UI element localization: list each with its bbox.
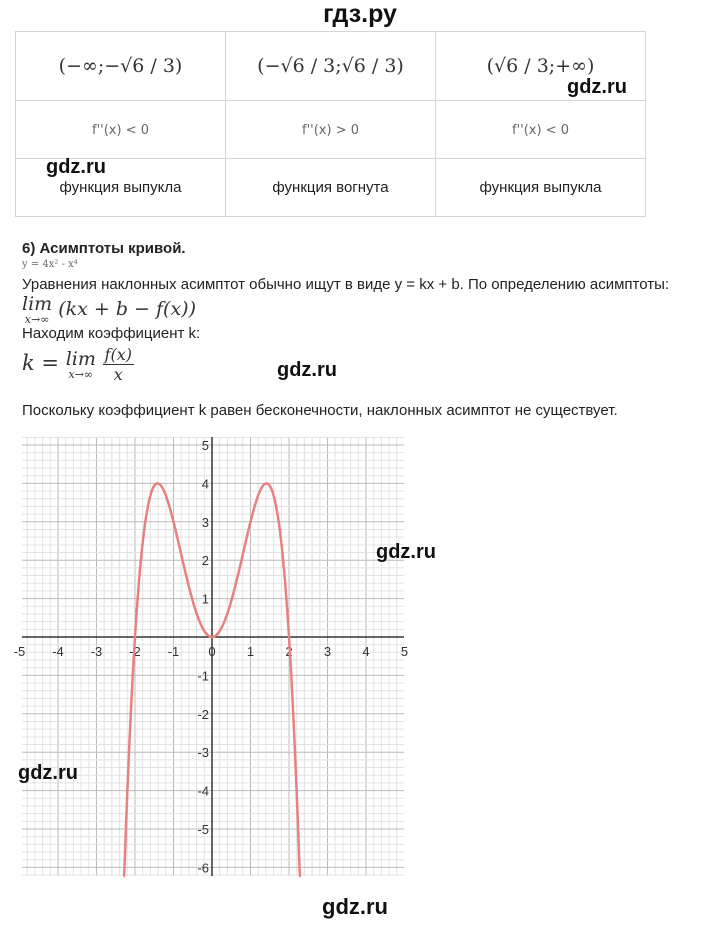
- y-tick-label: 1: [201, 591, 209, 607]
- x-tick-label: 2: [285, 644, 293, 659]
- sign-cell: f''(x) > 0: [302, 122, 359, 138]
- watermark: gdz.ru: [322, 894, 388, 919]
- x-tick-label: 0: [208, 644, 216, 659]
- limit-subscript: x→∞: [24, 313, 50, 326]
- x-tick-label: -3: [90, 644, 103, 659]
- site-title: гдз.ру: [323, 0, 397, 28]
- watermark: gdz.ru: [277, 359, 337, 381]
- y-tick-label: 2: [201, 553, 209, 569]
- sign-cell: f''(x) < 0: [512, 122, 569, 138]
- interval-cell: (−√6 / 3;√6 / 3): [257, 55, 404, 77]
- watermark: gdz.ru: [567, 76, 627, 98]
- x-tick-label: 5: [400, 644, 409, 659]
- y-tick-label: -2: [197, 706, 209, 722]
- watermark: gdz.ru: [18, 762, 78, 784]
- y-tick-label: -3: [197, 745, 209, 761]
- x-tick-label: -2: [129, 644, 141, 659]
- asymptote-definition-text: Уравнения наклонных асимптот обычно ищут в виде y = kx + b. По определению асимптоты:: [22, 276, 670, 293]
- function-formula: y = 4x² - x⁴: [22, 259, 78, 270]
- k-lhs: k =: [22, 351, 59, 375]
- description-cell: функция выпукла: [59, 178, 182, 196]
- x-tick-label: 1: [246, 644, 255, 659]
- k-numerator: f(x): [104, 345, 132, 364]
- limit-word: lim: [65, 347, 96, 370]
- x-tick-label: -5: [13, 644, 26, 659]
- y-tick-label: 5: [201, 438, 209, 453]
- sign-cell: f''(x) < 0: [92, 122, 149, 138]
- x-tick-label: 4: [362, 644, 370, 659]
- y-tick-label: 3: [201, 514, 209, 530]
- watermark: gdz.ru: [376, 541, 436, 563]
- y-tick-label: 4: [201, 476, 209, 492]
- y-tick-label: -1: [197, 668, 209, 684]
- x-tick-label: 3: [323, 644, 332, 659]
- limit-word: lim: [22, 293, 53, 315]
- interval-cell: (−∞;−√6 / 3): [58, 55, 183, 77]
- conclusion-text: Поскольку коэффициент k равен бесконечности, наклонных асимптот не существует.: [22, 402, 618, 419]
- limit-subscript: x→∞: [68, 367, 94, 381]
- watermark: gdz.ru: [46, 156, 106, 178]
- y-tick-label: -4: [197, 783, 209, 799]
- k-denominator: x: [113, 365, 123, 384]
- chart-tick-labels: [14, 438, 408, 875]
- y-tick-label: -5: [197, 822, 209, 837]
- interval-cell: (√6 / 3;+∞): [486, 55, 595, 77]
- find-k-text: Находим коэффициент k:: [22, 325, 201, 342]
- section-heading: 6) Асимптоты кривой.: [22, 240, 186, 257]
- description-cell: функция вогнута: [272, 178, 389, 196]
- x-tick-label: -4: [52, 644, 64, 659]
- y-tick-label: -6: [197, 860, 209, 876]
- description-cell: функция выпукла: [479, 178, 602, 196]
- limit-body: (kx + b − f(x)): [58, 298, 197, 320]
- x-tick-label: -1: [167, 644, 180, 659]
